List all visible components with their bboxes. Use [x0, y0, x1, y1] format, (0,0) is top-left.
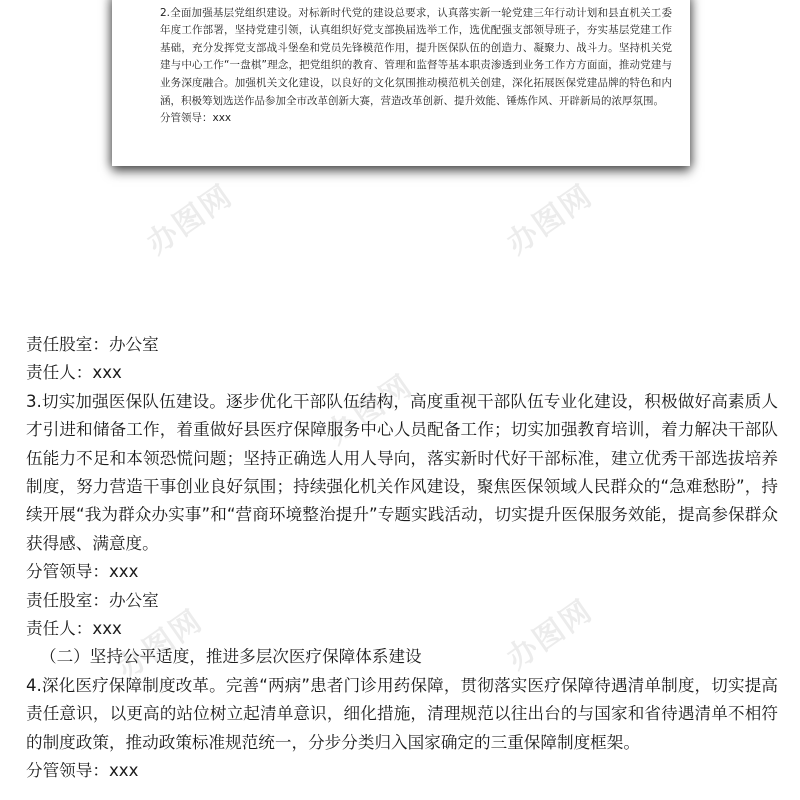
leader-line: 分管领导：xxx — [26, 761, 139, 781]
leader-line: 分管领导：xxx — [26, 562, 139, 582]
responsible-person-line: 责任人：xxx — [26, 363, 122, 383]
leader-line: 分管领导：xxx — [160, 112, 232, 125]
item-3-paragraph: 3.切实加强医保队伍建设。逐步优化干部队伍结构，高度重视干部队伍专业化建设，积极做好高素质人才引进和储备工作，着重做好县医疗保障服务中心人员配备工作；切实加强教育培训，着力解决干部队伍能力不足和本领恐慌问题；坚持正确选人用人导向，落实新时代好干部标准，建立优秀干部选拔培养制度，努力营造干事创业良好氛围；持续强化机关作风建设，聚焦医保领域人民群众的“急难愁盼”，持续开展“我为群众办实事”和“营商环境整治提升”专题实践活动，切实提升医保服务效能，提高参保群众获得感、满意度。 — [26, 391, 778, 553]
item-4-paragraph: 4.深化医疗保障制度改革。完善“两病”患者门诊用药保障，贯彻落实医疗保障待遇清单制度，切实提高责任意识，以更高的站位树立起清单意识，细化措施，清理规范以往出台的与国家和省待遇清单不相符的制度政策，推动政策标准规范统一，分步分类归入国家确定的三重保障制度框架。 — [26, 675, 778, 752]
item-2-paragraph: 2.全面加强基层党组织建设。对标新时代党的建设总要求，认真落实新一轮党建三年行动计划和县直机关工委年度工作部署，坚持党建引领，认真组织好党支部换届选举工作，选优配强支部领导班子，夯实基层党建工作基础，充分发挥党支部战斗堡垒和党员先锋模范作用，提升医保队伍的创造力、凝聚力、战斗力。坚持机关党建与中心工作“一盘棋”理念，把党组织的教育、管理和监督等基本职责渗透到业务工作方方面面，推动党建与业务深度融合。加强机关文化建设，以良好的文化氛围推动模范机关创建，深化拓展医保党建品牌的特色和内涵，积极筹划选送作品参加全市改革创新大赛，营造改革创新、提升效能、锤炼作风、开辟新局的浓厚氛围。 — [160, 6, 672, 107]
document-thumbnail-card — [112, 0, 690, 166]
watermark: 办图网 — [320, 368, 420, 452]
document-body — [26, 331, 778, 786]
responsible-person-line: 责任人：xxx — [26, 619, 122, 639]
watermark: 办图网 — [500, 178, 600, 262]
watermark: 办图网 — [140, 178, 240, 262]
responsible-dept-line: 责任股室：办公室 — [26, 590, 159, 610]
watermark: 办图网 — [500, 593, 600, 677]
watermark: 办图网 — [110, 603, 210, 687]
section-heading: （二）坚持公平适度，推进多层次医疗保障体系建设 — [40, 647, 422, 667]
responsible-dept-line: 责任股室：办公室 — [26, 335, 159, 354]
